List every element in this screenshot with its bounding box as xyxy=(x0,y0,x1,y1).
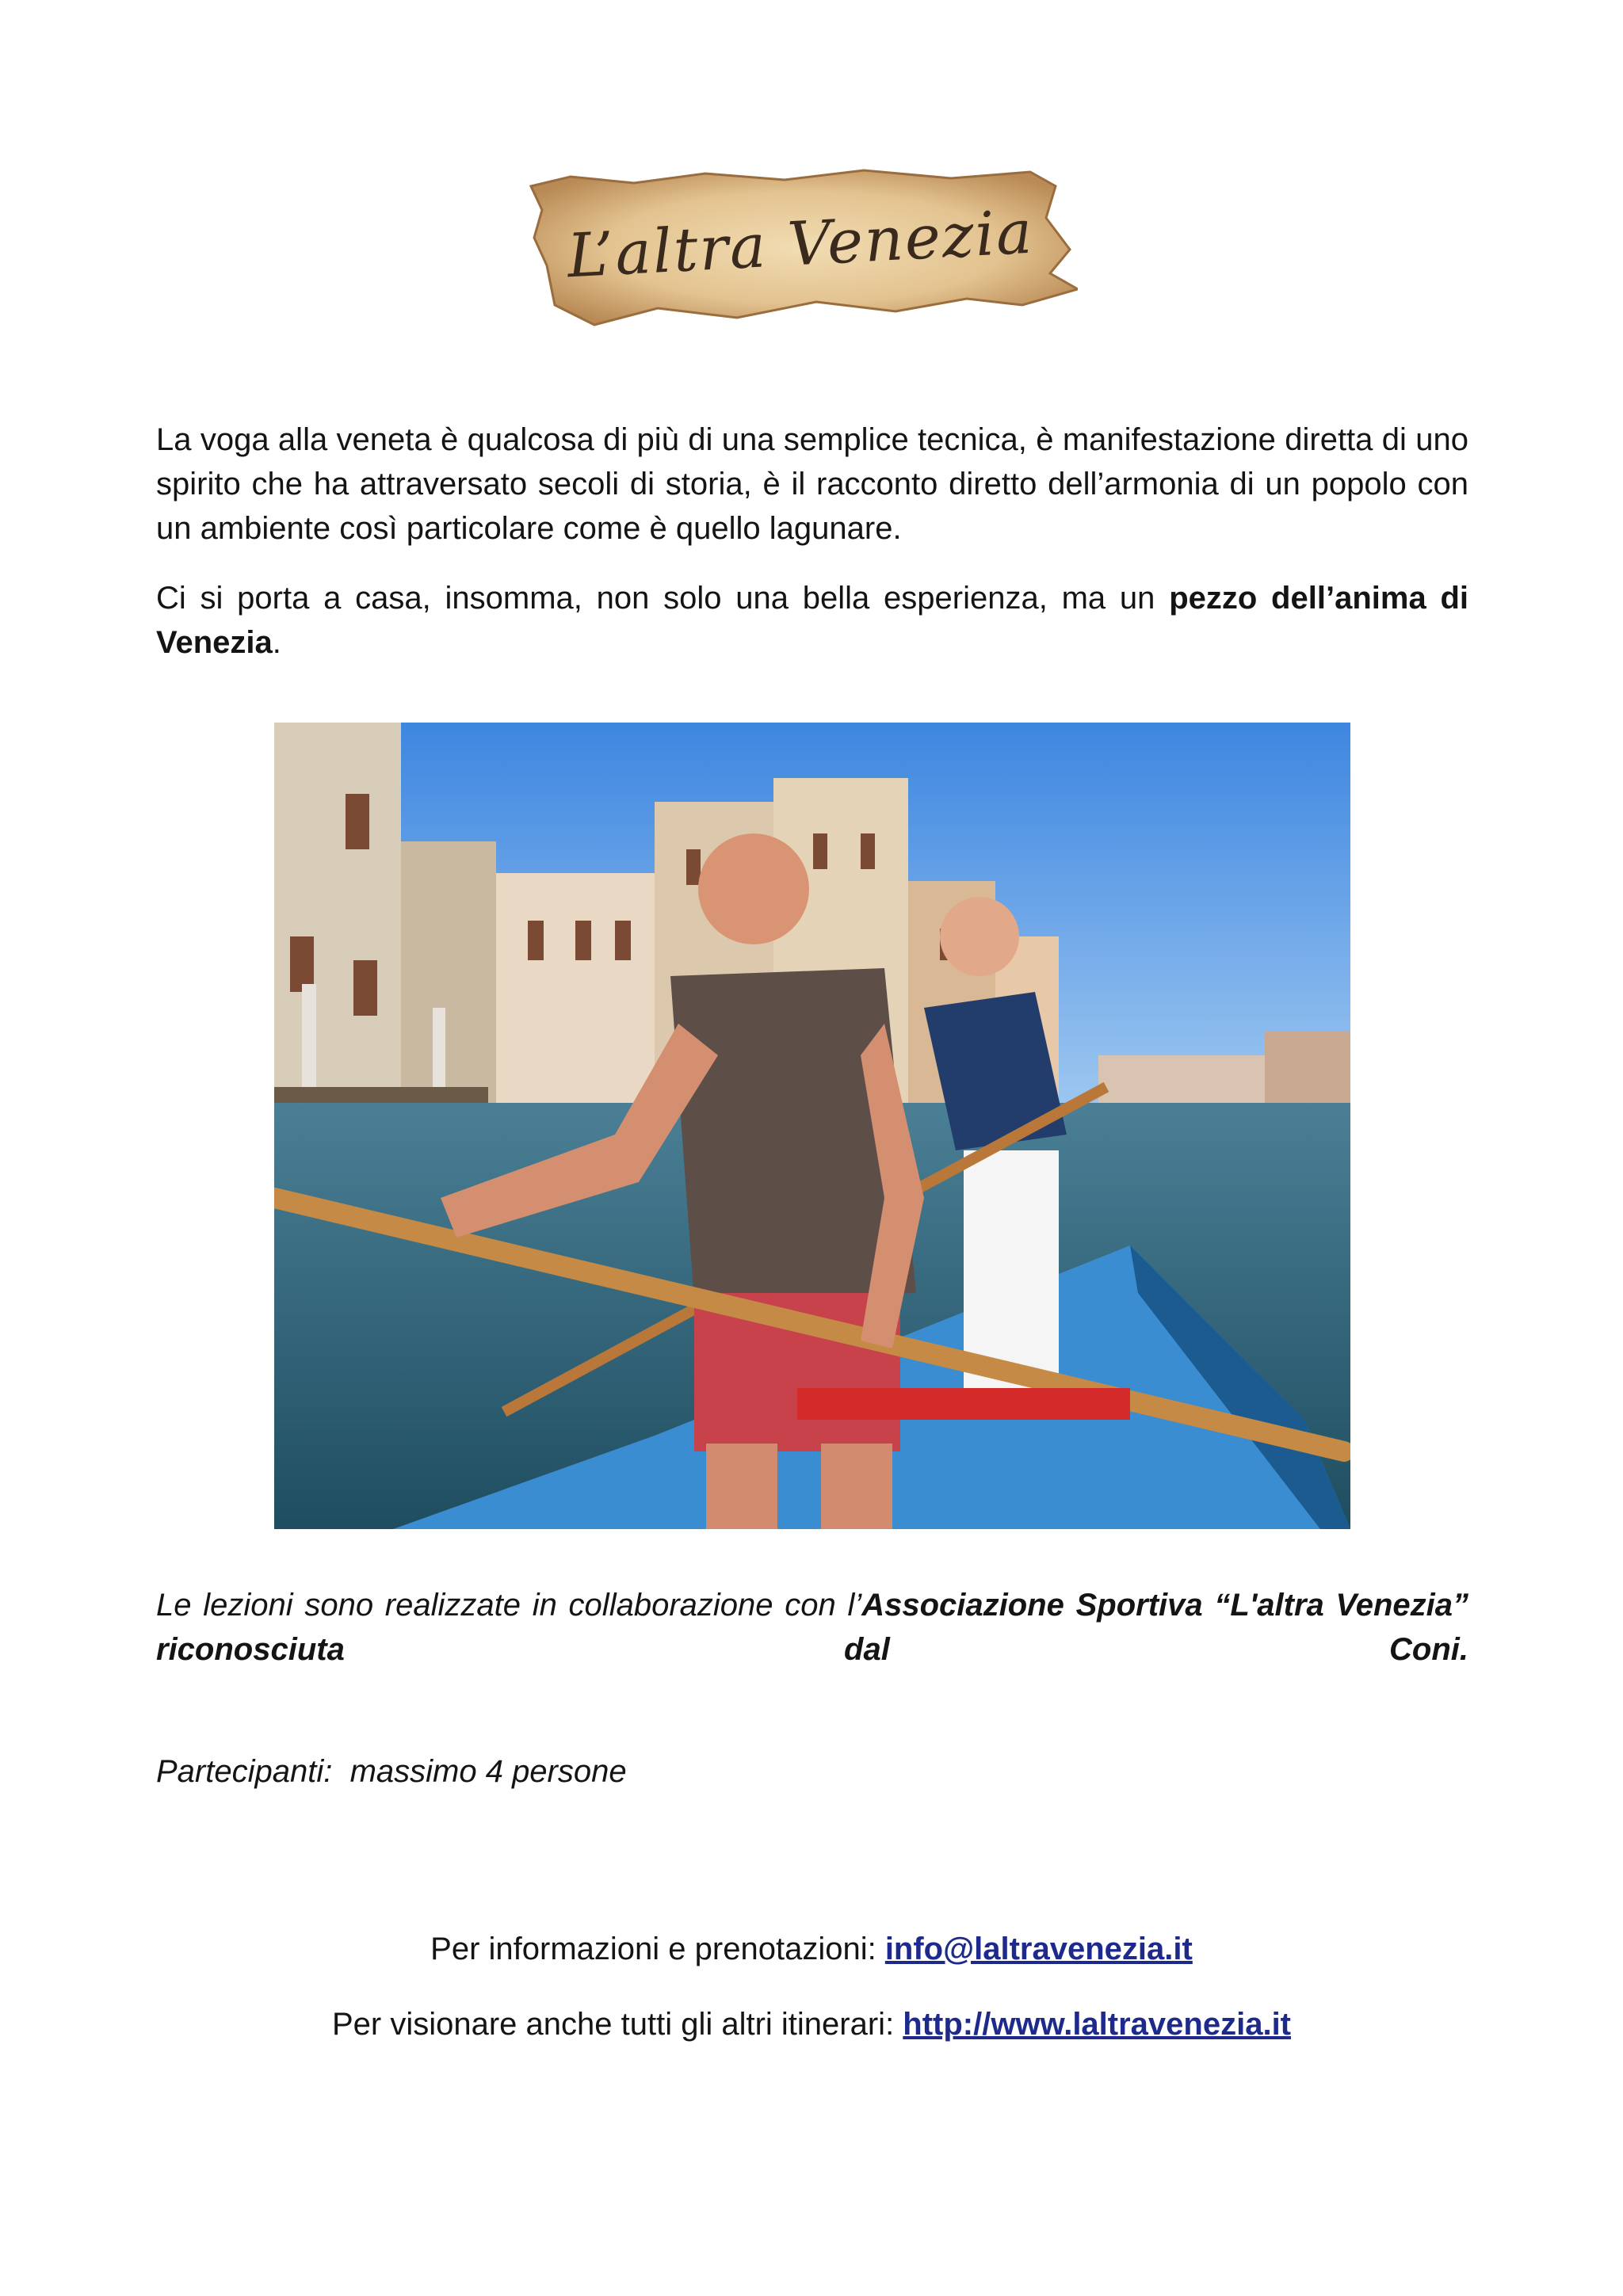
laltravenezia-logo xyxy=(523,162,1078,337)
souvenir-paragraph xyxy=(156,576,1468,665)
logo-text: L’altra Venezia xyxy=(565,196,1036,292)
email-link[interactable]: info@laltravenezia.it xyxy=(884,1932,1193,1966)
association-prefix: Le lezioni sono realizzate in collaborazione con l’ xyxy=(156,1588,862,1623)
contact-site-line xyxy=(0,2002,1623,2046)
association-note xyxy=(156,1583,1468,1672)
site-label: Per visionare anche tutti gli altri itinerari: xyxy=(331,2007,903,2042)
intro-text: La voga alla veneta è qualcosa di più di una semplice tecnica, è manifestazione diretta di uno spirito che ha attraversato secoli di storia, è il racconto diretto dell’armonia di un popolo con un ambiente così particolare come è quello lagunare. xyxy=(156,422,1468,546)
participants-note: Partecipanti: massimo 4 persone xyxy=(156,1754,627,1789)
association-name: Associazione Sportiva “L'altra Venezia” riconosciuta dal Coni. xyxy=(156,1588,1468,1667)
intro-paragraph xyxy=(156,418,1468,551)
souvenir-text xyxy=(156,576,1468,665)
info-label: Per informazioni e prenotazioni: xyxy=(430,1932,885,1966)
souvenir-prefix: Ci si porta a casa, insomma, non solo una bella esperienza, ma un xyxy=(156,581,1170,616)
website-link[interactable]: http://www.laltravenezia.it xyxy=(903,2007,1292,2042)
souvenir-bold: pezzo dell’anima di Venezia xyxy=(156,581,1468,660)
souvenir-suffix: . xyxy=(272,625,281,660)
contact-email-line xyxy=(0,1927,1623,1971)
rowing-photo-illustration xyxy=(274,723,1350,1529)
rowing-photo xyxy=(274,723,1350,1529)
